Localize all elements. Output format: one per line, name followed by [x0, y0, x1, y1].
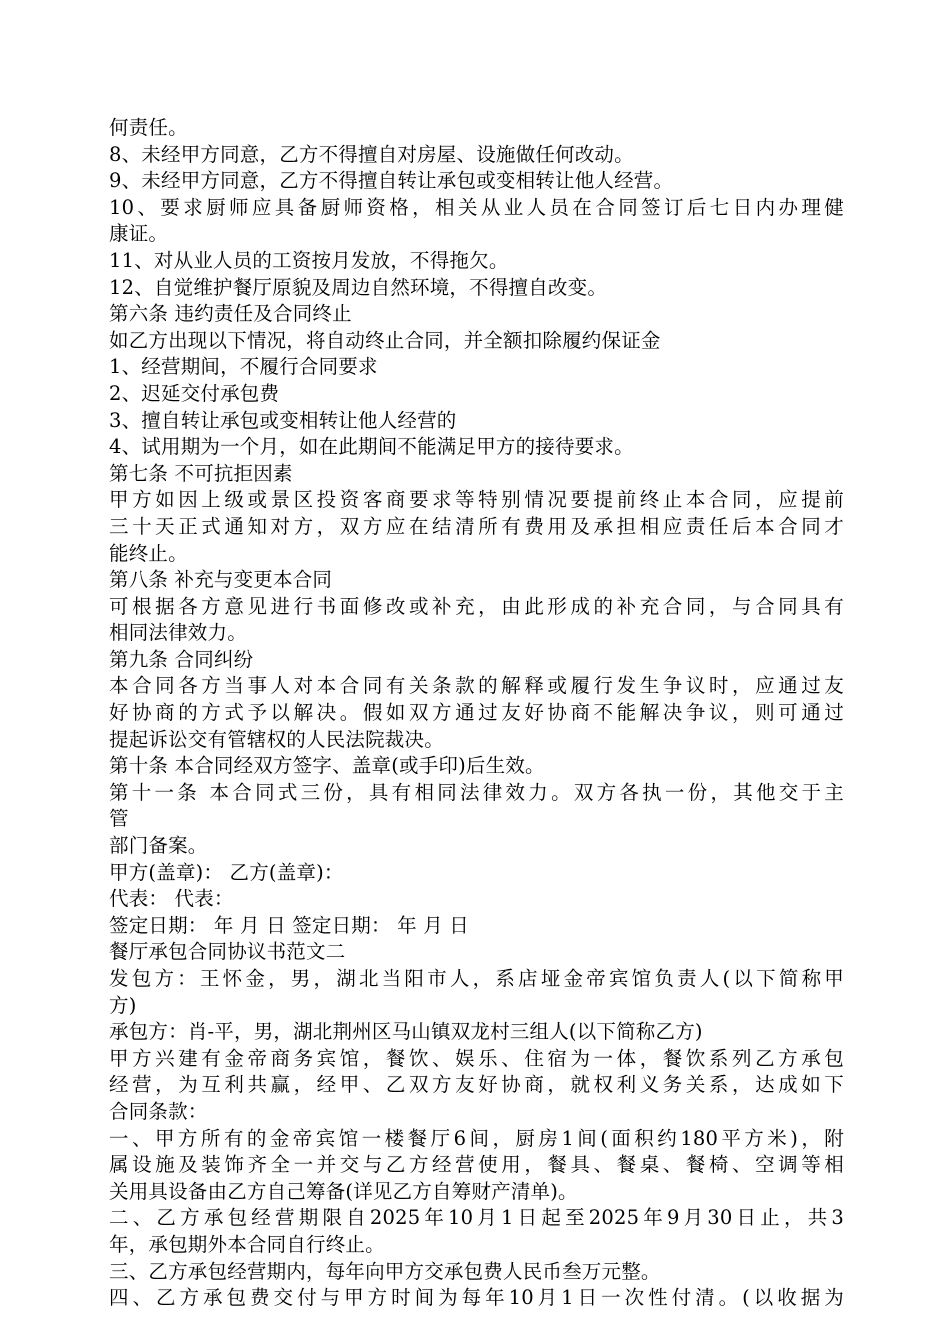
text-line: 可根据各方意见进行书面修改或补充，由此形成的补充合同，与合同具有 [109, 594, 844, 618]
text-line: 4、试用期为一个月，如在此期间不能满足甲方的接待要求。 [109, 435, 634, 459]
text-line: 关用具设备由乙方自己筹备(详见乙方自筹财产清单)。 [109, 1179, 578, 1203]
text-line: 1、经营期间，不履行合同要求 [109, 355, 378, 379]
section-heading: 第十条 本合同经双方签字、盖章(或手印)后生效。 [109, 754, 545, 778]
text-line: 10、要求厨师应具备厨师资格，相关从业人员在合同签订后七日内办理健 [109, 195, 844, 219]
text-line: 部门备案。 [109, 834, 208, 858]
text-line: 属设施及装饰齐全一并交与乙方经营使用，餐具、餐桌、餐椅、空调等相 [109, 1153, 844, 1177]
text-line: 3、擅自转让承包或变相转让他人经营的 [109, 408, 457, 432]
text-line: 经营，为互利共赢，经甲、乙双方友好协商，就权利义务关系，达成如下 [109, 1073, 844, 1097]
text-line: 年，承包期外本合同自行终止。 [109, 1232, 385, 1256]
document-title: 餐厅承包合同协议书范文二 [109, 940, 346, 964]
text-line: 8、未经甲方同意，乙方不得擅自对房屋、设施做任何改动。 [109, 142, 634, 166]
section-heading: 第八条 补充与变更本合同 [109, 568, 333, 592]
text-line: 康证。 [109, 222, 169, 246]
text-line: 提起诉讼交有管辖权的人民法院裁决。 [109, 727, 444, 751]
text-line: 甲方如因上级或景区投资客商要求等特别情况要提前终止本合同，应提前 [109, 488, 844, 512]
signature-line: 签定日期： 年 月 日 签定日期： 年 月 日 [109, 913, 469, 937]
text-line: 方) [109, 993, 137, 1017]
text-line: 本合同各方当事人对本合同有关条款的解释或履行发生争议时，应通过友 [109, 674, 844, 698]
text-line: 一、甲方所有的金帝宾馆一楼餐厅6间，厨房1间(面积约180平方米)，附 [109, 1126, 844, 1150]
text-line: 四、乙方承包费交付与甲方时间为每年10月1日一次性付清。(以收据为 [109, 1286, 844, 1310]
text-line: 好协商的方式予以解决。假如双方通过友好协商不能解决争议，则可通过 [109, 701, 844, 725]
section-heading: 第七条 不可抗拒因素 [109, 461, 293, 485]
section-heading: 第九条 合同纠纷 [109, 647, 254, 671]
text-line: 甲方兴建有金帝商务宾馆，餐饮、娱乐、住宿为一体，餐饮系列乙方承包 [109, 1046, 844, 1070]
text-line: 承包方：肖-平，男，湖北荆州区马山镇双龙村三组人(以下简称乙方) [109, 1020, 703, 1044]
section-heading: 第六条 违约责任及合同终止 [109, 302, 352, 326]
text-line: 管 [109, 807, 129, 831]
document-page [109, 115, 844, 1312]
text-line: 2、迟延交付承包费 [109, 381, 280, 405]
text-line: 三十天正式通知对方，双方应在结清所有费用及承担相应责任后本合同才 [109, 514, 844, 538]
text-line: 12、自觉维护餐厅原貌及周边自然环境，不得擅自改变。 [109, 275, 608, 299]
text-line: 11、对从业人员的工资按月发放，不得拖欠。 [109, 248, 509, 272]
text-line: 发包方：王怀金，男，湖北当阳市人，系店垭金帝宾馆负责人(以下简称甲 [109, 967, 844, 990]
text-line: 合同条款： [109, 1099, 208, 1123]
text-line: 9、未经甲方同意，乙方不得擅自转让承包或变相转让他人经营。 [109, 169, 674, 193]
signature-line: 甲方(盖章)： 乙方(盖章)： [109, 860, 344, 884]
section-heading: 第十一条 本合同式三份，具有相同法律效力。双方各执一份，其他交于主 [109, 780, 844, 804]
text-line: 相同法律效力。 [109, 621, 247, 645]
text-line: 二、乙方承包经营期限自2025年10月1日起至2025年9月30日止，共3 [109, 1206, 844, 1230]
text-line: 何责任。 [109, 116, 188, 139]
text-line: 能终止。 [109, 541, 188, 565]
text-line: 三、乙方承包经营期内，每年向甲方交承包费人民币叁万元整。 [109, 1259, 661, 1283]
text-line: 如乙方出现以下情况，将自动终止合同，并全额扣除履约保证金 [109, 328, 661, 352]
signature-line: 代表： 代表： [109, 887, 234, 911]
